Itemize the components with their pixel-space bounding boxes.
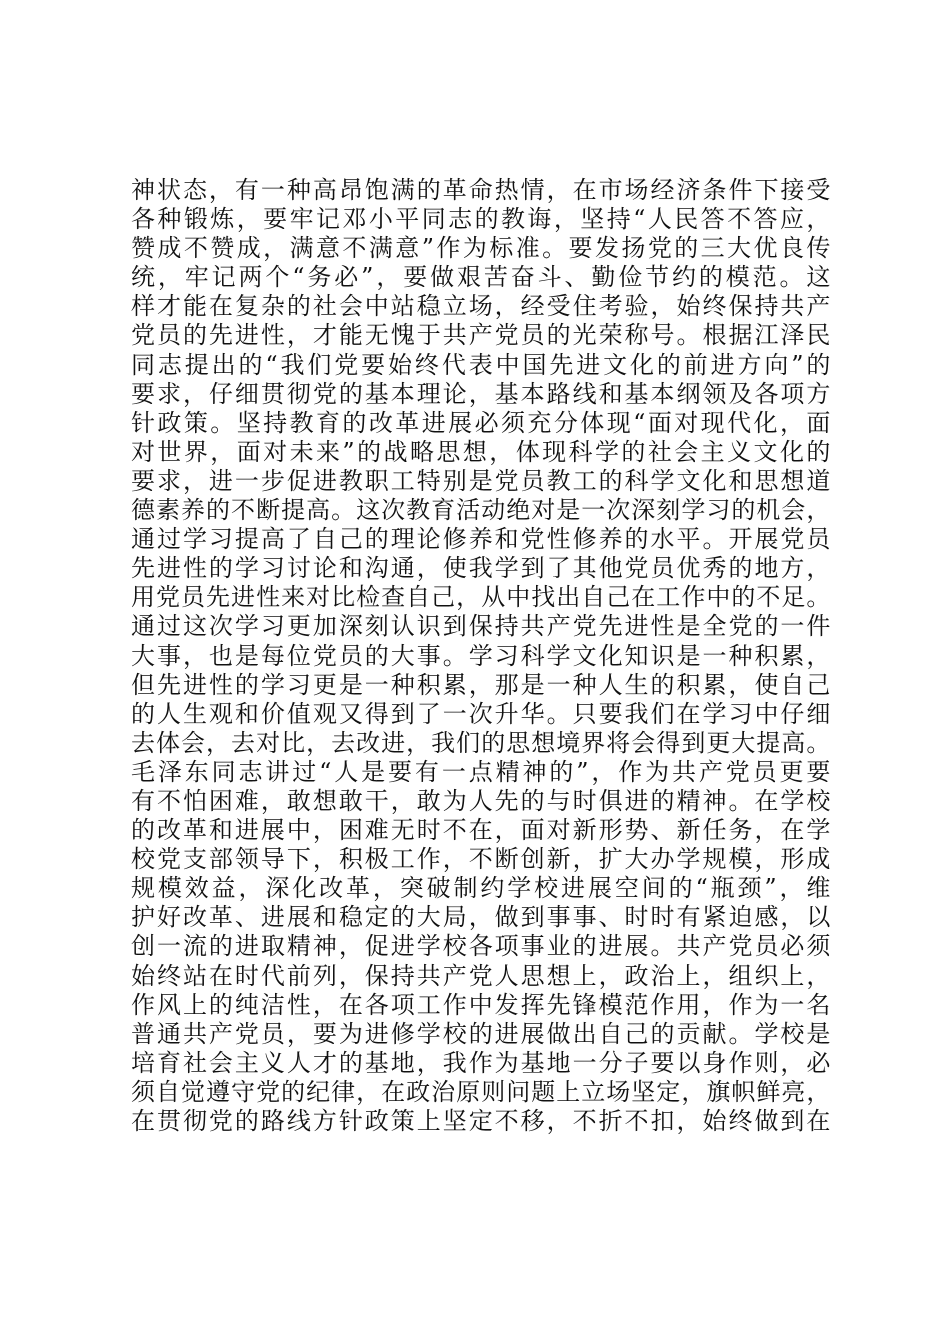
text-line: 须自觉遵守党的纪律，在政治原则问题上立场坚定，旗帜鲜亮， <box>131 1077 831 1106</box>
text-line: 用党员先进性来对比检查自己，从中找出自己在工作中的不足。 <box>131 583 831 612</box>
text-line: 护好改革、进展和稳定的大局，做到事事、时时有紧迫感，以 <box>131 903 831 932</box>
text-line: 大事，也是每位党员的大事。学习科学文化知识是一种积累， <box>131 641 831 670</box>
text-line: 去体会，去对比，去改进，我们的思想境界将会得到更大提高。 <box>131 728 831 757</box>
text-line: 要求，仔细贯彻党的基本理论，基本路线和基本纲领及各项方 <box>131 379 831 408</box>
text-line: 对世界，面对未来”的战略思想，体现科学的社会主义文化的 <box>131 437 831 466</box>
text-line: 普通共产党员，要为进修学校的进展做出自己的贡献。学校是 <box>131 1019 831 1048</box>
text-line: 培育社会主义人才的基地，我作为基地一分子要以身作则，必 <box>131 1048 831 1077</box>
text-line: 在贯彻党的路线方针政策上坚定不移，不折不扣，始终做到在 <box>131 1107 831 1135</box>
text-line: 有不怕困难，敢想敢干，敢为人先的与时俱进的精神。在学校 <box>131 786 831 815</box>
text-line: 要求，进一步促进教职工特别是党员教工的科学文化和思想道 <box>131 466 831 495</box>
text-line: 同志提出的“我们党要始终代表中国先进文化的前进方向”的 <box>131 350 831 379</box>
text-line: 创一流的进取精神，促进学校各项事业的进展。共产党员必须 <box>131 932 831 961</box>
text-line: 通过学习提高了自己的理论修养和党性修养的水平。开展党员 <box>131 525 831 554</box>
text-line: 的人生观和价值观又得到了一次升华。只要我们在学习中仔细 <box>131 699 831 728</box>
text-line: 规模效益，深化改革，突破制约学校进展空间的“瓶颈”，维 <box>131 874 831 903</box>
text-line: 毛泽东同志讲过“人是要有一点精神的”，作为共产党员更要 <box>131 757 831 786</box>
text-line: 针政策。坚持教育的改革进展必须充分体现“面对现代化，面 <box>131 408 831 437</box>
text-line: 各种锻炼，要牢记邓小平同志的教诲，坚持“人民答不答应， <box>131 205 831 234</box>
text-line: 德素养的不断提高。这次教育活动绝对是一次深刻学习的机会， <box>131 496 831 525</box>
text-line: 的改革和进展中，困难无时不在，面对新形势、新任务，在学 <box>131 816 831 845</box>
text-line: 样才能在复杂的社会中站稳立场，经受住考验，始终保持共产 <box>131 292 831 321</box>
text-line: 始终站在时代前列，保持共产党人思想上，政治上，组织上， <box>131 961 831 990</box>
text-line: 先进性的学习讨论和沟通，使我学到了其他党员优秀的地方， <box>131 554 831 583</box>
text-line: 校党支部领导下，积极工作，不断创新，扩大办学规模，形成 <box>131 845 831 874</box>
text-line: 赞成不赞成，满意不满意”作为标准。要发扬党的三大优良传 <box>131 234 831 263</box>
text-line: 统，牢记两个“务必”，要做艰苦奋斗、勤俭节约的模范。这 <box>131 263 831 292</box>
text-line: 通过这次学习更加深刻认识到保持共产党先进性是全党的一件 <box>131 612 831 641</box>
text-line: 神状态，有一种高昂饱满的革命热情，在市场经济条件下接受 <box>131 176 831 204</box>
text-line: 党员的先进性，才能无愧于共产党员的光荣称号。根据江泽民 <box>131 321 831 350</box>
body-text <box>131 176 831 1136</box>
text-line: 但先进性的学习更是一种积累，那是一种人生的积累，使自己 <box>131 670 831 699</box>
text-line: 作风上的纯洁性，在各项工作中发挥先锋模范作用，作为一名 <box>131 990 831 1019</box>
